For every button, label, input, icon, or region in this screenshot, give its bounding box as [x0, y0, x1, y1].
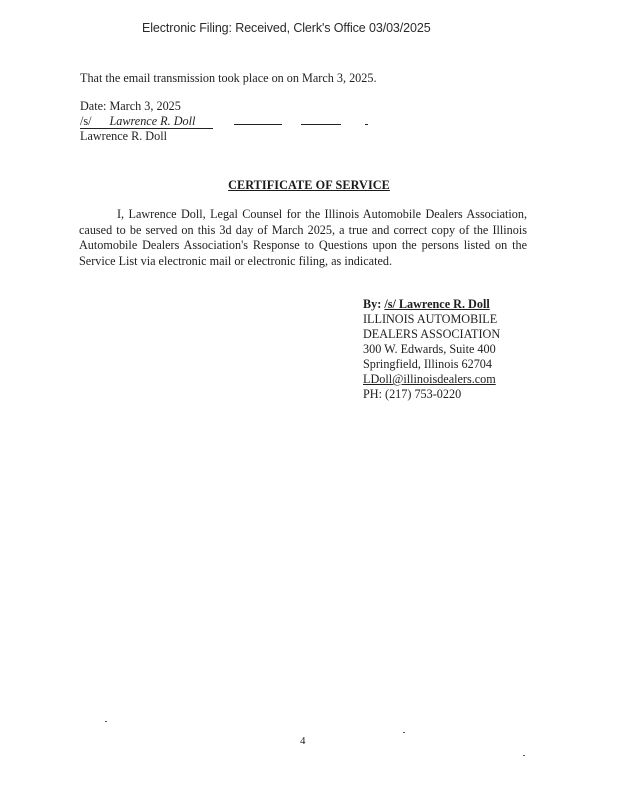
signature-rule — [234, 124, 282, 125]
by-prefix: By: — [363, 297, 382, 311]
scan-speck — [403, 732, 405, 733]
printed-name: Lawrence R. Doll — [80, 129, 167, 143]
signature-line — [80, 114, 368, 129]
certificate-body: I, Lawrence Doll, Legal Counsel for the Illinois Automobile Dealers Association, caused to be served on this 3d day of March 2025, a true and correct copy of the Illinois Automobile Dealers Association's Response to Questions upon the persons listed on the Service List via electronic mail or electronic filing, as indicated. — [79, 207, 527, 268]
email-link[interactable]: LDoll@illinoisdealers.com — [363, 372, 496, 386]
by-line — [363, 297, 500, 312]
address-line-2: Springfield, Illinois 62704 — [363, 357, 492, 371]
page-number: 4 — [300, 735, 306, 747]
filing-stamp: Electronic Filing: Received, Clerk's Office 03/03/2025 — [142, 21, 431, 35]
signature-rule — [301, 124, 341, 125]
phone-number: PH: (217) 753-0220 — [363, 387, 462, 401]
organization-line-2: DEALERS ASSOCIATION — [363, 327, 501, 341]
signature-signed-name: Lawrence R. Doll — [109, 114, 196, 128]
signature-rule — [365, 124, 368, 125]
transmission-statement: That the email transmission took place on on March 3, 2025. — [80, 71, 377, 85]
signature-underlined — [80, 115, 213, 129]
signature-date: Date: March 3, 2025 — [80, 99, 181, 113]
signature-block — [363, 297, 500, 402]
scan-speck — [105, 721, 107, 722]
by-signature: /s/ Lawrence R. Doll — [384, 297, 490, 311]
certificate-title: CERTIFICATE OF SERVICE — [228, 178, 390, 192]
address-line-1: 300 W. Edwards, Suite 400 — [363, 342, 496, 356]
organization-line-1: ILLINOIS AUTOMOBILE — [363, 312, 498, 326]
signature-slash-s: /s/ — [80, 114, 92, 128]
scan-speck — [523, 755, 525, 756]
